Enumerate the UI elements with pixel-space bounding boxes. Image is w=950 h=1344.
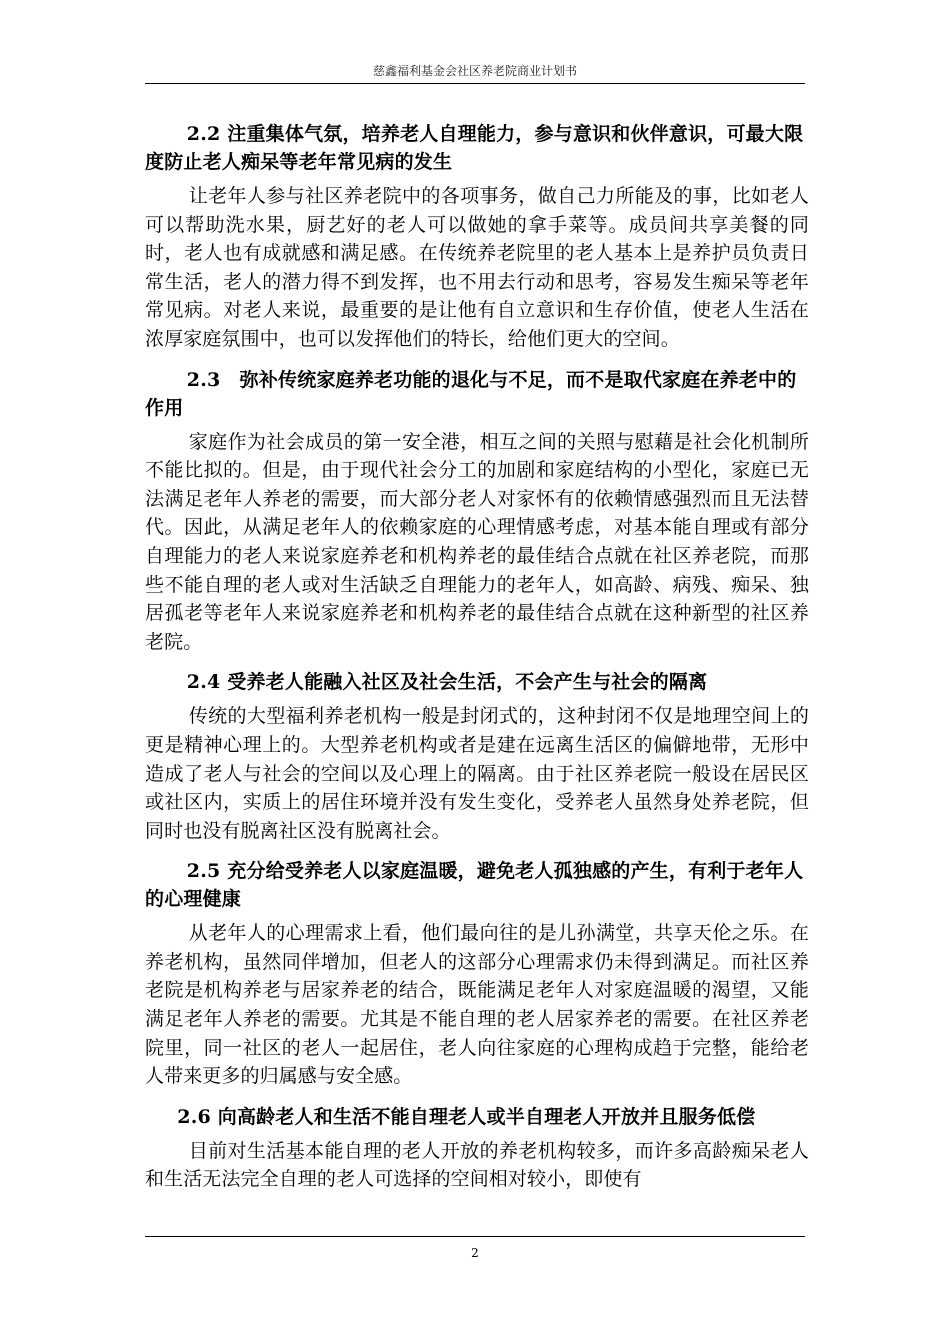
- header-divider: [145, 83, 805, 84]
- section-paragraph-2-2: 让老年人参与社区养老院中的各项事务，做自己力所能及的事，比如老人可以帮助洗水果，厨艺好的老人可以做她的拿手菜等。成员间共享美餐的同时，老人也有成就感和满足感。在传统养老院里的老人基本上是养护员负责日常生活，老人的潜力得不到发挥，也不用去行动和思考，容易发生痴呆等老年常见病。对老人来说，最重要的是让他有自立意识和生存价值，使老人生活在浓厚家庭氛围中，也可以发挥他们的特长，给他们更大的空间。: [145, 185, 809, 350]
- section-heading-2-2: 2.2 注重集体气氛，培养老人自理能力，参与意识和伙伴意识，可最大限度防止老人痴呆等老年常见病的发生: [145, 123, 804, 173]
- section-heading-2-3: 2.3 弥补传统家庭养老功能的退化与不足，而不是取代家庭在养老中的作用: [145, 368, 797, 419]
- section-heading-2-4: 2.4 受养老人能融入社区及社会生活，不会产生与社会的隔离: [186, 671, 708, 694]
- section-heading-2-5: 2.5 充分给受养老人以家庭温暖，避免老人孤独感的产生，有利于老年人的心理健康: [145, 860, 804, 911]
- section-paragraph-2-3: 家庭作为社会成员的第一安全港，相互之间的关照与慰藉是社会化机制所不能比拟的。但是，由于现代社会分工的加剧和家庭结构的小型化，家庭已无法满足老年人养老的需要，而大部分老人对家怀有的依赖情感强烈而且无法替代。因此，从满足老年人的依赖家庭的心理情感考虑，对基本能自理或有部分自理能力的老人来说家庭养老和机构养老的最佳结合点就在社区养老院，而那些不能自理的老人或对生活缺乏自理能力的老年人，如高龄、病残、痴呆、独居孤老等老年人来说家庭养老和机构养老的最佳结合点就在这种新型的社区养老院。: [145, 430, 809, 653]
- footer-divider: [145, 1236, 805, 1237]
- section-heading-2-6: 2.6 向高龄老人和生活不能自理老人或半自理老人开放并且服务低偿: [177, 1105, 756, 1128]
- page-body: [145, 120, 809, 1206]
- page-number: 2: [471, 1246, 479, 1260]
- section-paragraph-2-4: 传统的大型福利养老机构一般是封闭式的，这种封闭不仅是地理空间上的更是精神心理上的。大型养老机构或者是建在远离生活区的偏僻地带，无形中造成了老人与社会的空间以及心理上的隔离。由于社区养老院一般设在居民区或社区内，实质上的居住环境并没有发生变化，受养老人虽然身处养老院，但同时也没有脱离社区没有脱离社会。: [145, 705, 809, 842]
- section-paragraph-2-6: 目前对生活基本能自理的老人开放的养老机构较多，而许多高龄痴呆老人和生活无法完全自理的老人可选择的空间相对较小，即使有: [145, 1139, 809, 1191]
- section-paragraph-2-5: 从老年人的心理需求上看，他们最向往的是儿孙满堂，共享天伦之乐。在养老机构，虽然同伴增加，但老人的这部分心理需求仍未得到满足。而社区养老院是机构养老与居家养老的结合，既能满足老年人对家庭温暖的渴望，又能满足老年人养老的需要。尤其是不能自理的老人居家养老的需要。在社区养老院里，同一社区的老人一起居住，老人向往家庭的心理构成趋于完整，能给老人带来更多的归属感与安全感。: [145, 922, 809, 1088]
- running-header: 慈鑫福利基金会社区养老院商业计划书: [372, 64, 577, 78]
